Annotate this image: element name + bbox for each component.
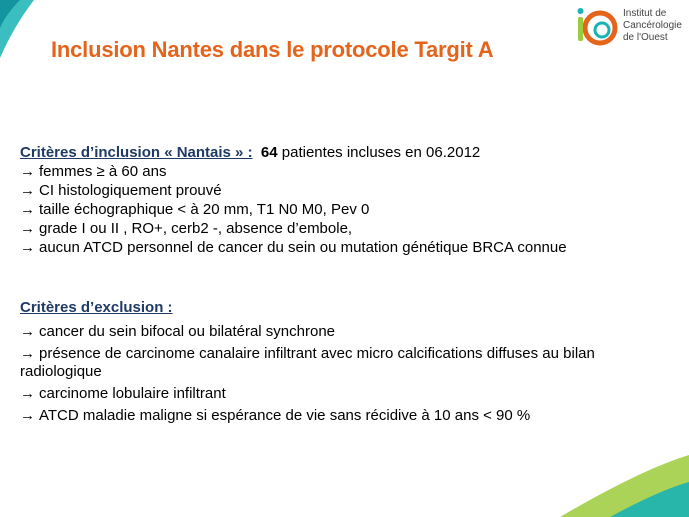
inclusion-item: → grade I ou II , RO+, cerb2 -, absence d’embole, (20, 220, 353, 237)
exclusion-item: → carcinome lobulaire infiltrant (20, 385, 226, 402)
exclusion-item: → cancer du sein bifocal ou bilatéral synchrone (20, 323, 336, 340)
exclusion-section (20, 299, 660, 425)
arrow-right-icon: → (20, 239, 35, 256)
exclusion-heading: Critères d’exclusion : (20, 299, 173, 316)
exclusion-heading-line (20, 299, 660, 317)
logo-text (623, 8, 682, 44)
slide-title: Inclusion Nantes dans le protocole Targit A (51, 37, 494, 62)
inclusion-item: → aucun ATCD personnel de cancer du sein ou mutation génétique BRCA connue (20, 239, 567, 256)
arrow-right-icon: → (20, 385, 35, 402)
arrow-right-icon: → (20, 220, 35, 237)
inclusion-section (20, 143, 567, 257)
arrow-right-icon: → (20, 323, 35, 340)
inclusion-heading: Critères d’inclusion « Nantais » : (20, 144, 253, 161)
arrow-right-icon: → (20, 407, 35, 424)
inclusion-item: → femmes ≥ à 60 ans (20, 163, 167, 180)
inclusion-item: → taille échographique < à 20 mm, T1 N0 M0, Pev 0 (20, 201, 370, 218)
arrow-right-icon: → (20, 182, 35, 199)
logo-line-2: Cancérologie (623, 20, 682, 31)
logo-line-1: Institut de (623, 8, 667, 19)
institute-logo (576, 5, 686, 49)
arrow-right-icon: → (20, 201, 35, 218)
inclusion-count-text: patientes incluses en 06.2012 (277, 144, 481, 161)
exclusion-item: → ATCD maladie maligne si espérance de vie sans récidive à 10 ans < 90 % (20, 407, 531, 424)
arrow-right-icon: → (20, 163, 35, 180)
inclusion-item: → CI histologiquement prouvé (20, 182, 222, 199)
exclusion-item: → présence de carcinome canalaire infiltrant avec micro calcifications diffuses au bilan radiologique (20, 345, 595, 380)
logo-line-3: de l'Ouest (623, 32, 668, 43)
inclusion-count: 64 (260, 144, 278, 161)
arrow-right-icon: → (20, 345, 35, 362)
inclusion-heading-line (20, 143, 567, 162)
logo-mark-icon (576, 5, 620, 49)
